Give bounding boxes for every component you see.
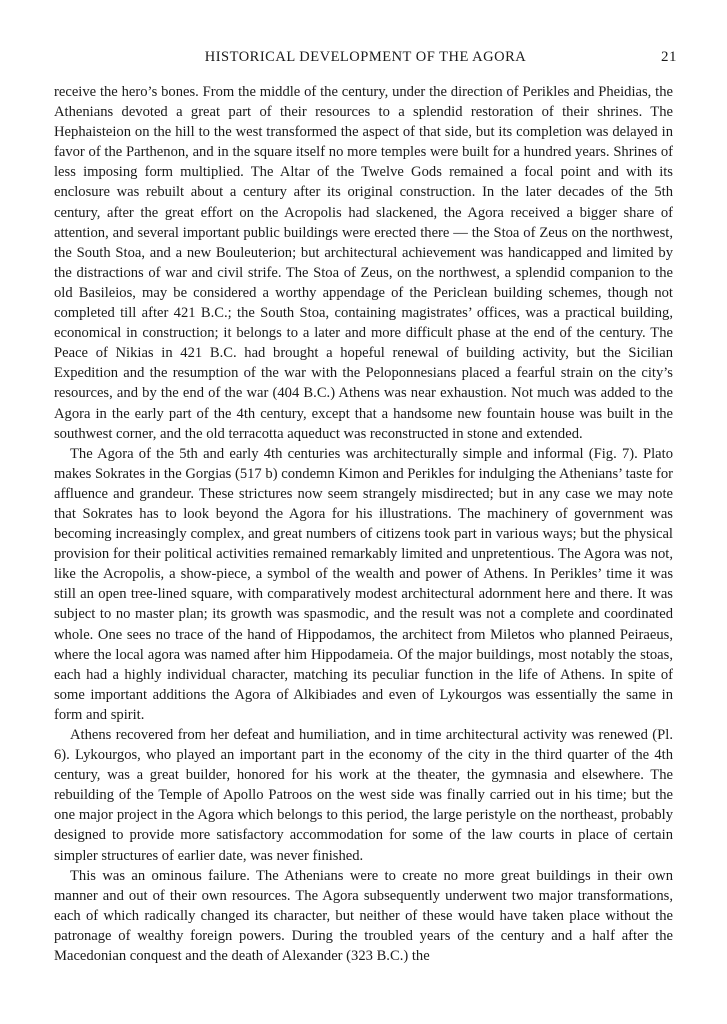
page-number: 21 — [661, 49, 677, 65]
paragraph-3: Athens recovered from her defeat and humiliation, and in time architectural activity was renewed (Pl. 6). Lykourgos, who played an important part in the economy of the city in the third quarter of the 4th century, was a great builder, honored for his work at the theater, the gymnasia and elsewhere. The rebuilding of the Temple of Apollo Patroos on the west side was finally carried out in his time; but the one major project in the Agora which belongs to this period, the large peristyle on the northeast, probably designed to provide more satisfactory accommodation for some of the law courts in place of certain simpler structures of earlier date, was never finished. — [54, 727, 673, 864]
paragraph-2: The Agora of the 5th and early 4th centuries was architecturally simple and informal (Fig. 7). Plato makes Sokrates in the Gorgias (517 b) condemn Kimon and Perikles for indulging the Athenians’ taste for affluence and grandeur. These strictures now seem strangely misdirected; but in any case we may note that Sokrates has to look beyond the Agora for his illustrations. The machinery of government was becoming increasingly complex, and great numbers of citizens took part in various ways; but the physical provision for their political activities remained remarkably limited and unpretentious. The Agora was not, like the Acropolis, a show-piece, a symbol of the wealth and power of Athens. In Perikles’ time it was still an open tree-lined square, with comparatively modest architectural adornment here and there. It was subject to no master plan; its growth was spasmodic, and the result was not a complete and coordinated whole. One sees no trace of the hand of Hippodamos, the architect from Miletos who planned Peiraeus, where the local agora was named after him Hippodameia. Of the major buildings, most notably the stoas, each had a highly individual character, matching its peculiar function in the life of Athens. In spite of some important additions the Agora of Alkibiades and even of Lykourgos was essentially the same in form and spirit. — [54, 445, 673, 723]
paragraph-4: This was an ominous failure. The Athenians were to create no more great buildings in their own manner and out of their own resources. The Agora subsequently underwent two major transformations, each of which radically changed its character, but neither of these would have taken place without the patronage of wealthy foreign powers. During the troubled years of the century and a half after the Macedonian conquest and the death of Alexander (323 B.C.) the — [54, 867, 673, 965]
running-header — [54, 49, 677, 69]
running-head-title: HISTORICAL DEVELOPMENT OF THE AGORA — [204, 49, 527, 65]
body-text — [54, 82, 673, 966]
paragraph-1: receive the hero’s bones. From the middle of the century, under the direction of Perikles and Pheidias, the Athenians devoted a great part of their resources to a splendid restoration of their shrines. The Hephaisteion on the hill to the west transformed the aspect of that side, but its completion was delayed in favor of the Parthenon, and in the square itself no more temples were built for a hundred years. Shrines of less imposing form multiplied. The Altar of the Twelve Gods remained a focal point and with its enclosure was rebuilt about a century after its original construction. In the later decades of the 5th century, after the great effort on the Acropolis had slackened, the Agora received a bigger share of attention, and several important public buildings were erected there — the Stoa of Zeus on the northwest, the South Stoa, and a new Bouleuterion; but architectural achievement was handicapped and limited by the distractions of war and civil strife. The Stoa of Zeus, on the northwest, a splendid companion to the old Basileios, may be considered a worthy appendage of the Periclean building schemes, though not completed till after 421 B.C.; the South Stoa, containing magistrates’ offices, was a practical building, economical in construction; it belongs to a later and more difficult phase at the end of the century. The Peace of Nikias in 421 B.C. had brought a hopeful renewal of building activity, but the Sicilian Expedition and the resumption of the war with the Peloponnesians placed a fearful strain on the city’s resources, and by the end of the war (404 B.C.) Athens was near exhaustion. Not much was added to the Agora in the early part of the 4th century, except that a handsome new fountain house was built in the southwest corner, and the old terracotta aqueduct was reconstructed in stone and extended. — [54, 84, 673, 442]
